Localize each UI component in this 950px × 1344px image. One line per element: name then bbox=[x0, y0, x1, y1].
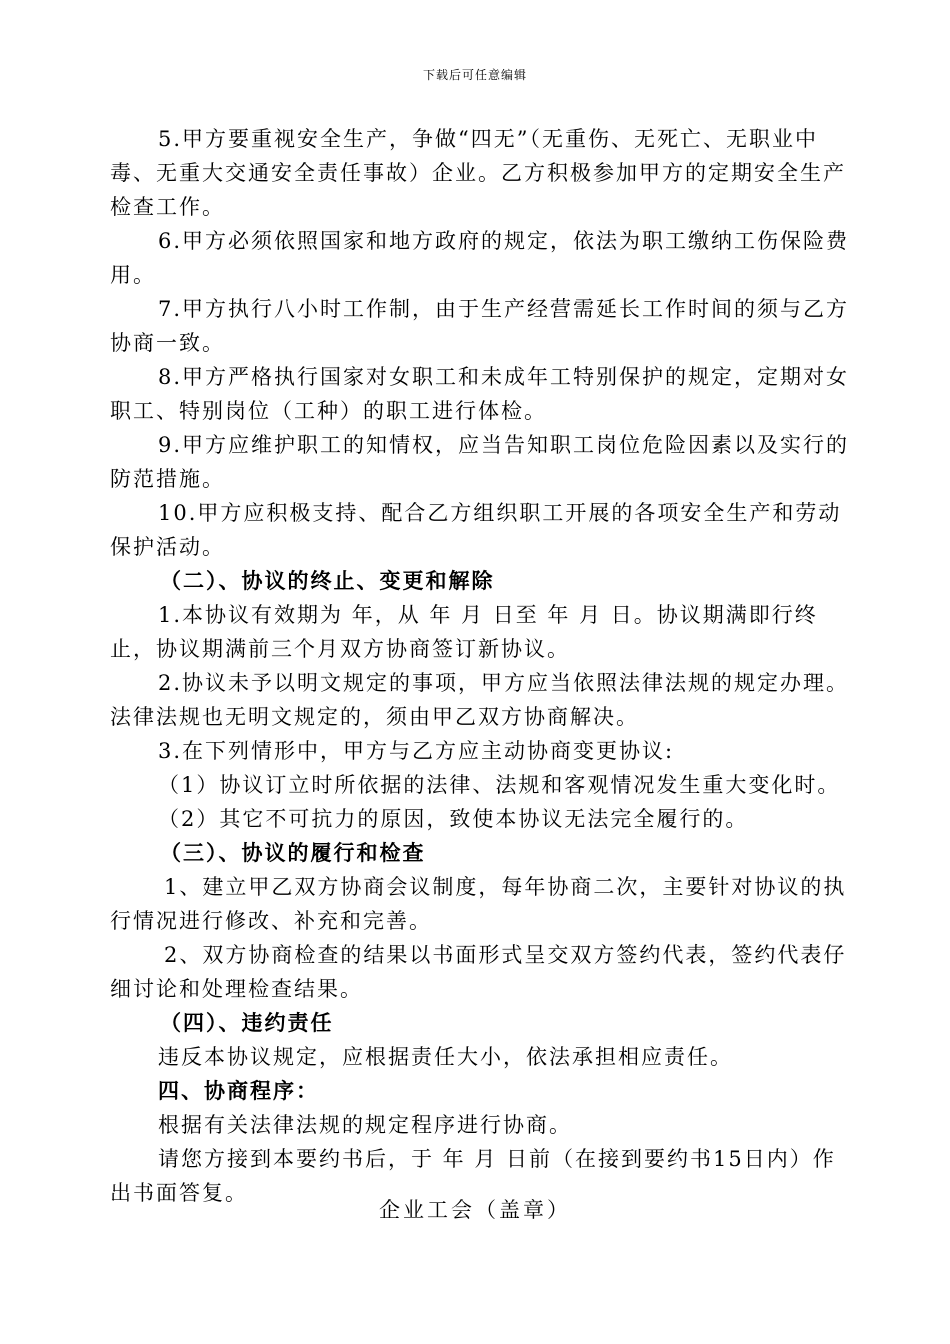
section-2-item-2: 2.协议未予以明文规定的事项，甲方应当依照法律法规的规定办理。法律法规也无明文规定的，须由甲乙双方协商解决。 bbox=[110, 671, 850, 729]
clause-9: 9.甲方应维护职工的知情权，应当告知职工岗位危险因素以及实行的防范措施。 bbox=[110, 433, 850, 491]
section-4-heading: （四）、违约责任 bbox=[160, 1010, 334, 1035]
clause-6: 6.甲方必须依照国家和地方政府的规定，依法为职工缴纳工伤保险费用。 bbox=[110, 229, 850, 287]
section-2-item-1: 1.本协议有效期为 年，从 年 月 日至 年 月 日。协议期满即行终止，协议期满前三个月双方协商签订新协议。 bbox=[110, 603, 818, 661]
clause-10: 10.甲方应积极支持、配合乙方组织职工开展的各项安全生产和劳动保护活动。 bbox=[110, 501, 842, 559]
clause-7: 7.甲方执行八小时工作制，由于生产经营需延长工作时间的须与乙方协商一致。 bbox=[110, 297, 850, 355]
section-4-text: 违反本协议规定，应根据责任大小，依法承担相应责任。 bbox=[158, 1045, 733, 1069]
clause-5: 5.甲方要重视安全生产，争做“四无”（无重伤、无死亡、无职业中毒、无重大交通安全责任事故）企业。乙方积极参加甲方的定期安全生产检查工作。 bbox=[110, 127, 846, 219]
clause-8: 8.甲方严格执行国家对女职工和未成年工特别保护的规定，定期对女职工、特别岗位（工种）的职工进行体检。 bbox=[110, 365, 850, 423]
part-4-heading: 四、协商程序： bbox=[158, 1078, 319, 1103]
signature-label: 企业工会（盖章） bbox=[379, 1198, 571, 1222]
section-3-item-1: 1、建立甲乙双方协商会议制度，每年协商二次，主要针对协议的执行情况进行修改、补充和完善。 bbox=[110, 875, 847, 933]
section-3-item-2: 2、双方协商检查的结果以书面形式呈交双方签约代表，签约代表仔细讨论和处理检查结果。 bbox=[110, 943, 847, 1001]
section-2-sub-item-1: （1）协议订立时所依据的法律、法规和客观情况发生重大变化时。 bbox=[158, 773, 841, 797]
section-3-heading: （三）、协议的履行和检查 bbox=[160, 840, 426, 865]
section-2-sub-item-2: （2）其它不可抗力的原因，致使本协议无法完全履行的。 bbox=[158, 807, 749, 831]
part-4-text-2: 请您方接到本要约书后，于 年 月 日前（在接到要约书15日内）作出书面答复。 bbox=[110, 1147, 836, 1205]
part-4-text-1: 根据有关法律法规的规定程序进行协商。 bbox=[158, 1113, 572, 1137]
page-header-note: 下载后可任意编辑 bbox=[422, 68, 527, 82]
section-2-heading: （二）、协议的终止、变更和解除 bbox=[160, 568, 495, 593]
section-2-item-3: 3.在下列情形中，甲方与乙方应主动协商变更协议: bbox=[158, 739, 675, 763]
document-body bbox=[110, 122, 855, 1210]
